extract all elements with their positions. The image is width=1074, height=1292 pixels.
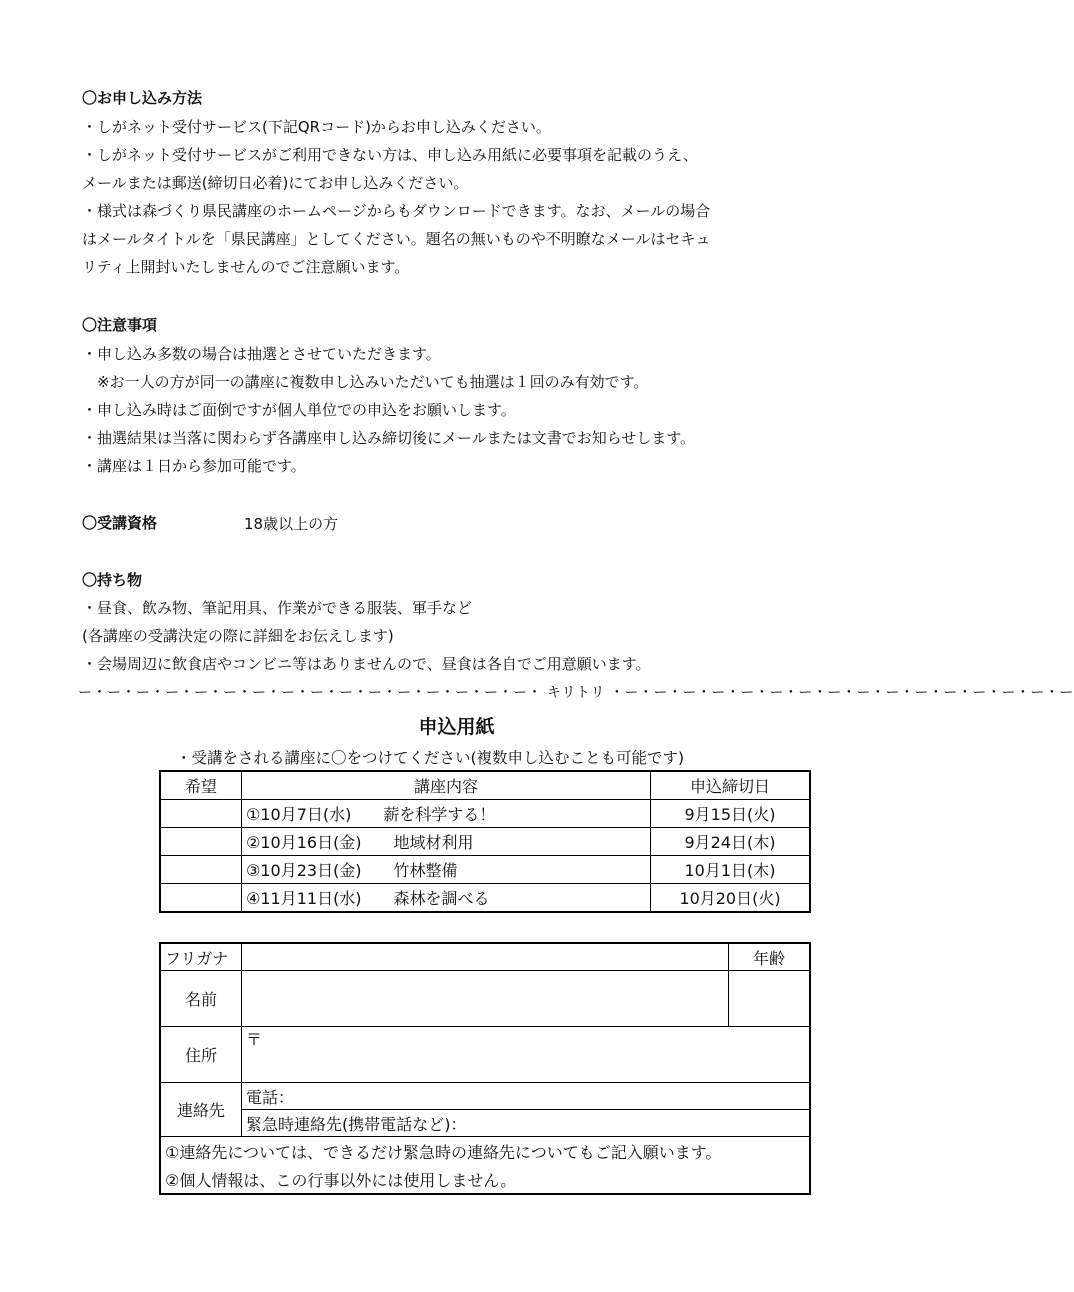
cut-line: ー・ー・ー・ー・ー・ー・ー・ー・ー・ー・ー・ー・ー・ー・ー・ー・ キリトリ ・ー・ー・ー・ー・ー・ー・ー・ー・ー・ー・ー・ー・ー・ー・ー・ー [78,685,1074,701]
table-row [160,884,810,913]
furigana-field[interactable] [242,943,729,971]
qualification-value: 18歳以上の方 [244,515,339,533]
table-row [160,856,810,884]
belongings-line: (各講座の受講決定の際に詳細をお伝えします) [82,627,394,645]
contact-label: 連絡先 [160,1083,242,1137]
course-deadline: 9月15日(火) [651,800,811,828]
name-field[interactable] [242,971,729,1027]
check-cell[interactable] [160,828,242,856]
course-content: ④11月11日(水) 森林を調べる [242,884,651,913]
course-deadline: 10月1日(木) [651,856,811,884]
apply-line: リティ上開封いたしませんのでご注意願います。 [82,258,410,276]
notes-line: ・申し込み時はご面倒ですが個人単位での申込をお願いします。 [82,401,516,419]
belongings-line: ・会場周辺に飲食店やコンビニ等はありませんので、昼食は各自でご用意願います。 [82,655,651,673]
age-label: 年齢 [729,943,811,971]
apply-line: ・しがネット受付サービスがご利用できない方は、申し込み用紙に必要事項を記載のうえ、 [82,146,698,164]
belongings-line: ・昼食、飲み物、筆記用具、作業ができる服装、軍手など [82,599,473,617]
notes-line: ・抽選結果は当落に関わらず各講座申し込み締切後にメールまたは文書でお知らせします。 [82,429,696,447]
apply-line: ・しがネット受付サービス(下記QRコード)からお申し込みください。 [82,118,551,136]
notes-line: ※お一人の方が同一の講座に複数申し込みいただいても抽選は１回のみ有効です。 [82,373,649,391]
header-content: 講座内容 [242,771,651,800]
age-field[interactable] [729,971,811,1027]
apply-line: メールまたは郵送(締切日必着)にてお申し込みください。 [82,174,469,192]
postal-mark: 〒 [246,1030,263,1049]
course-content: ③10月23日(金) 竹林整備 [242,856,651,884]
qualification-heading: 〇受講資格 [82,514,158,532]
apply-heading: 〇お申し込み方法 [82,89,203,107]
table-row [160,828,810,856]
notes-row [160,1165,810,1194]
notes-line: ・講座は１日から参加可能です。 [82,457,306,475]
phone-row [160,1083,810,1110]
address-field[interactable] [242,1027,811,1083]
belongings-heading: 〇持ち物 [82,571,143,589]
furigana-label: フリガナ [160,943,242,971]
name-row [160,971,810,1027]
table-row [160,800,810,828]
furigana-row [160,943,810,971]
course-table [159,770,811,913]
course-content: ①10月7日(水) 薪を科学する！ [242,800,651,828]
emergency-field[interactable]: 緊急時連絡先(携帯電話など)： [242,1110,811,1137]
phone-field[interactable]: 電話： [242,1083,811,1110]
name-label: 名前 [160,971,242,1027]
table-header-row [160,771,810,800]
check-cell[interactable] [160,884,242,913]
address-label: 住所 [160,1027,242,1083]
course-content: ②10月16日(金) 地域材利用 [242,828,651,856]
notes-line: ・申し込み多数の場合は抽選とさせていただきます。 [82,345,441,363]
header-deadline: 申込締切日 [651,771,811,800]
address-row [160,1027,810,1083]
form-title: 申込用紙 [418,716,495,738]
emergency-row [160,1110,810,1137]
check-cell[interactable] [160,800,242,828]
check-cell[interactable] [160,856,242,884]
course-deadline: 10月20日(火) [651,884,811,913]
form-note-line: ②個人情報は、この行事以外には使用しません。 [160,1165,810,1194]
apply-line: はメールタイトルを「県民講座」としてください。題名の無いものや不明瞭なメールはセキュ [82,230,711,248]
notes-heading: 〇注意事項 [82,316,158,334]
apply-line: ・様式は森づくり県民講座のホームページからもダウンロードできます。なお、メールの場合 [82,202,711,220]
notes-row [160,1137,810,1166]
applicant-table [159,942,811,1195]
form-note: ・受講をされる講座に〇をつけてください(複数申し込むことも可能です) [176,749,685,767]
header-check: 希望 [160,771,242,800]
course-deadline: 9月24日(木) [651,828,811,856]
form-note-line: ①連絡先については、できるだけ緊急時の連絡先についてもご記入願います。 [160,1137,810,1166]
